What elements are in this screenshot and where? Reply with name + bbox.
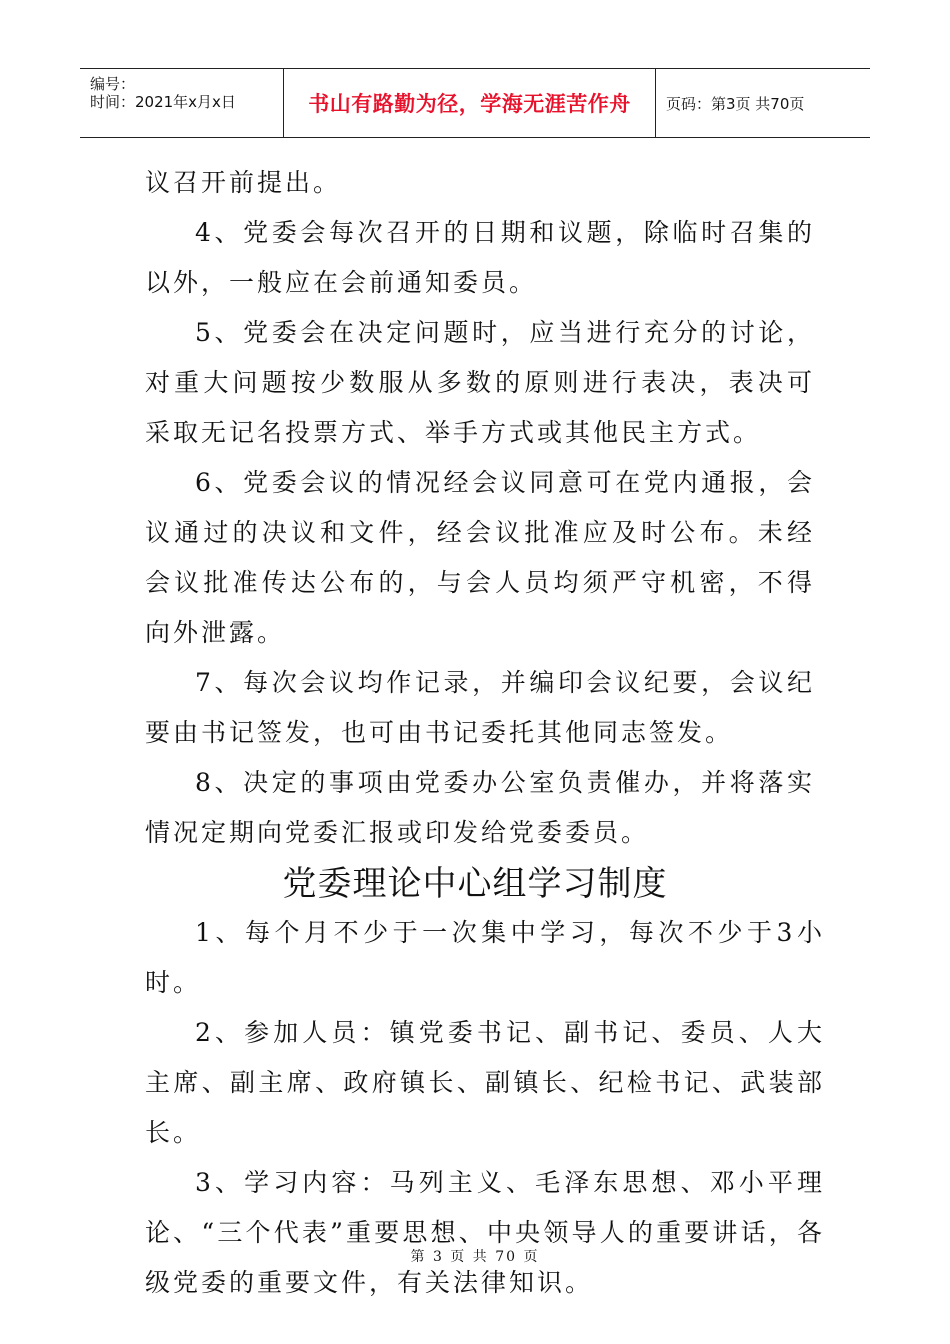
- section-1-body: [145, 158, 815, 858]
- section-title: 党委理论中心组学习制度: [282, 864, 668, 904]
- page-header: [80, 68, 870, 138]
- paragraph: 议召开前提出。: [145, 168, 342, 197]
- paragraph: 5、党委会在决定问题时，应当进行充分的讨论，对重大问题按少数服从多数的原则进行表决，表决可采取无记名投票方式、举手方式或其他民主方式。: [145, 318, 815, 447]
- header-page-cell: [656, 69, 870, 137]
- paragraph: 6、党委会议的情况经会议同意可在党内通报，会议通过的决议和文件，经会议批准应及时公布。未经会议批准传达公布的，与会人员均须严守机密，不得向外泄露。: [145, 468, 815, 647]
- document-time-label: 时间：2021年x月x日: [90, 93, 236, 111]
- paragraph: 7、每次会议均作记录，并编印会议纪要，会议纪要由书记签发，也可由书记委托其他同志签发。: [145, 668, 815, 747]
- paragraph: 2、参加人员：镇党委书记、副书记、委员、人大主席、副主席、政府镇长、副镇长、纪检书记、武装部长。: [145, 1018, 825, 1147]
- page-footer: 第 3 页 共 70 页: [410, 1249, 540, 1265]
- header-motto-cell: [283, 69, 656, 137]
- paragraph: 3、学习内容：马列主义、毛泽东思想、邓小平理论、“三个代表”重要思想、中央领导人的重要讲话，各级党委的重要文件，有关法律知识。: [145, 1168, 825, 1297]
- header-meta-cell: [80, 69, 283, 137]
- document-number-label: 编号：: [90, 75, 136, 93]
- paragraph: 4、党委会每次召开的日期和议题，除临时召集的以外，一般应在会前通知委员。: [145, 218, 815, 297]
- header-motto: 书山有路勤为径，学海无涯苦作舟: [308, 92, 631, 116]
- paragraph: 1、每个月不少于一次集中学习，每次不少于3小时。: [145, 918, 825, 997]
- paragraph: 8、决定的事项由党委办公室负责催办，并将落实情况定期向党委汇报或印发给党委委员。: [145, 768, 815, 847]
- header-page-info: 页码：第3页 共70页: [666, 94, 805, 113]
